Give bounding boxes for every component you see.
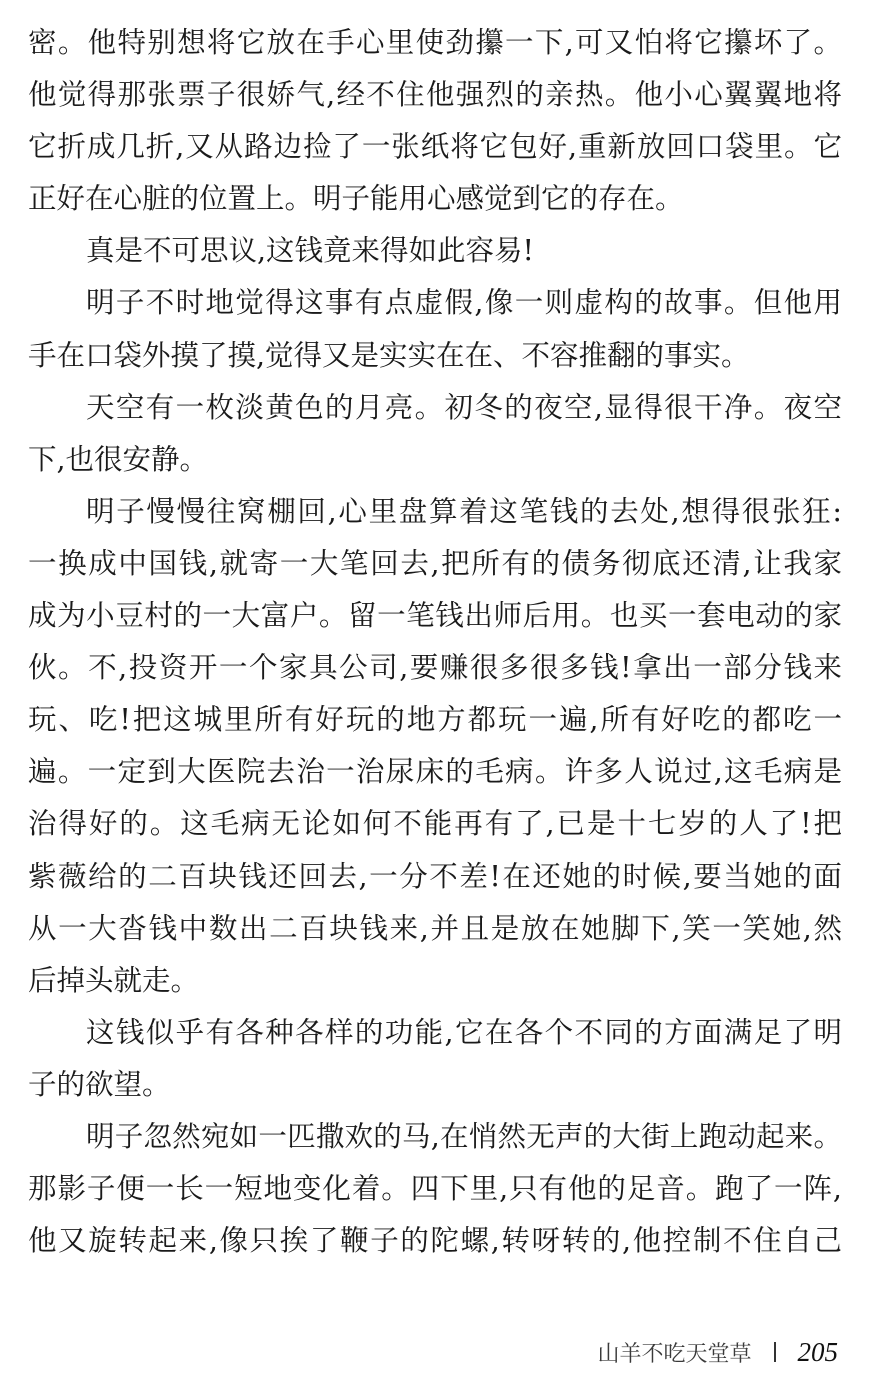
paragraph: [28, 1007, 842, 1111]
running-footer-book-title: 山羊不吃天堂草: [597, 1341, 752, 1367]
text-line: 成为小豆村的一大富户。留一笔钱出师后用。也买一套电动的家: [28, 599, 842, 633]
text-line: 治得好的。这毛病无论如何不能再有了,已是十七岁的人了!把: [28, 807, 842, 841]
text-line: 正好在心脏的位置上。明子能用心感觉到它的存在。: [28, 182, 684, 216]
text-line: 从一大沓钱中数出二百块钱来,并且是放在她脚下,笑一笑她,然: [28, 911, 842, 945]
text-line: 真是不可思议,这钱竟来得如此容易!: [86, 234, 535, 268]
text-line: 那影子便一长一短地变化着。四下里,只有他的足音。跑了一阵,: [28, 1172, 842, 1206]
text-line: 紫薇给的二百块钱还回去,一分不差!在还她的时候,要当她的面: [28, 859, 842, 893]
page-number: 205: [797, 1336, 838, 1367]
text-line: 他觉得那张票子很娇气,经不住他强烈的亲热。他小心翼翼地将: [28, 78, 842, 112]
text-line: 手在口袋外摸了摸,觉得又是实实在在、不容推翻的事实。: [28, 338, 750, 372]
page-footer: [597, 1335, 838, 1369]
text-line: 一换成中国钱,就寄一大笔回去,把所有的债务彻底还清,让我家: [28, 546, 842, 580]
text-line: 遍。一定到大医院去治一治尿床的毛病。许多人说过,这毛病是: [28, 755, 842, 789]
text-line: 天空有一枚淡黄色的月亮。初冬的夜空,显得很干净。夜空: [86, 390, 842, 424]
text-line: 玩、吃!把这城里所有好玩的地方都玩一遍,所有好吃的都吃一: [28, 703, 842, 737]
text-line: 这钱似乎有各种各样的功能,它在各个不同的方面满足了明: [86, 1015, 842, 1049]
page-body: [28, 17, 842, 1267]
paragraph: [28, 1111, 842, 1267]
paragraph: [28, 225, 842, 277]
text-line: 子的欲望。: [28, 1067, 171, 1101]
text-line: 明子慢慢往窝棚回,心里盘算着这笔钱的去处,想得很张狂:: [86, 494, 842, 528]
footer-separator: [774, 1342, 776, 1362]
text-line: 明子不时地觉得这事有点虚假,像一则虚构的故事。但他用: [86, 286, 842, 320]
paragraph: [28, 277, 842, 381]
paragraph: [28, 382, 842, 486]
text-line: 下,也很安静。: [28, 442, 209, 476]
text-line: 明子忽然宛如一匹撒欢的马,在悄然无声的大街上跑动起来。: [86, 1119, 842, 1153]
paragraph: [28, 486, 842, 1007]
text-line: 伙。不,投资开一个家具公司,要赚很多很多钱!拿出一部分钱来: [28, 651, 842, 685]
text-line: 后掉头就走。: [28, 963, 200, 997]
text-line: 密。他特别想将它放在手心里使劲攥一下,可又怕将它攥坏了。: [28, 26, 842, 59]
text-line: 它折成几折,又从路边捡了一张纸将它包好,重新放回口袋里。它: [28, 130, 842, 164]
text-line: 他又旋转起来,像只挨了鞭子的陀螺,转呀转的,他控制不住自己: [28, 1224, 842, 1258]
paragraph: [28, 17, 842, 225]
